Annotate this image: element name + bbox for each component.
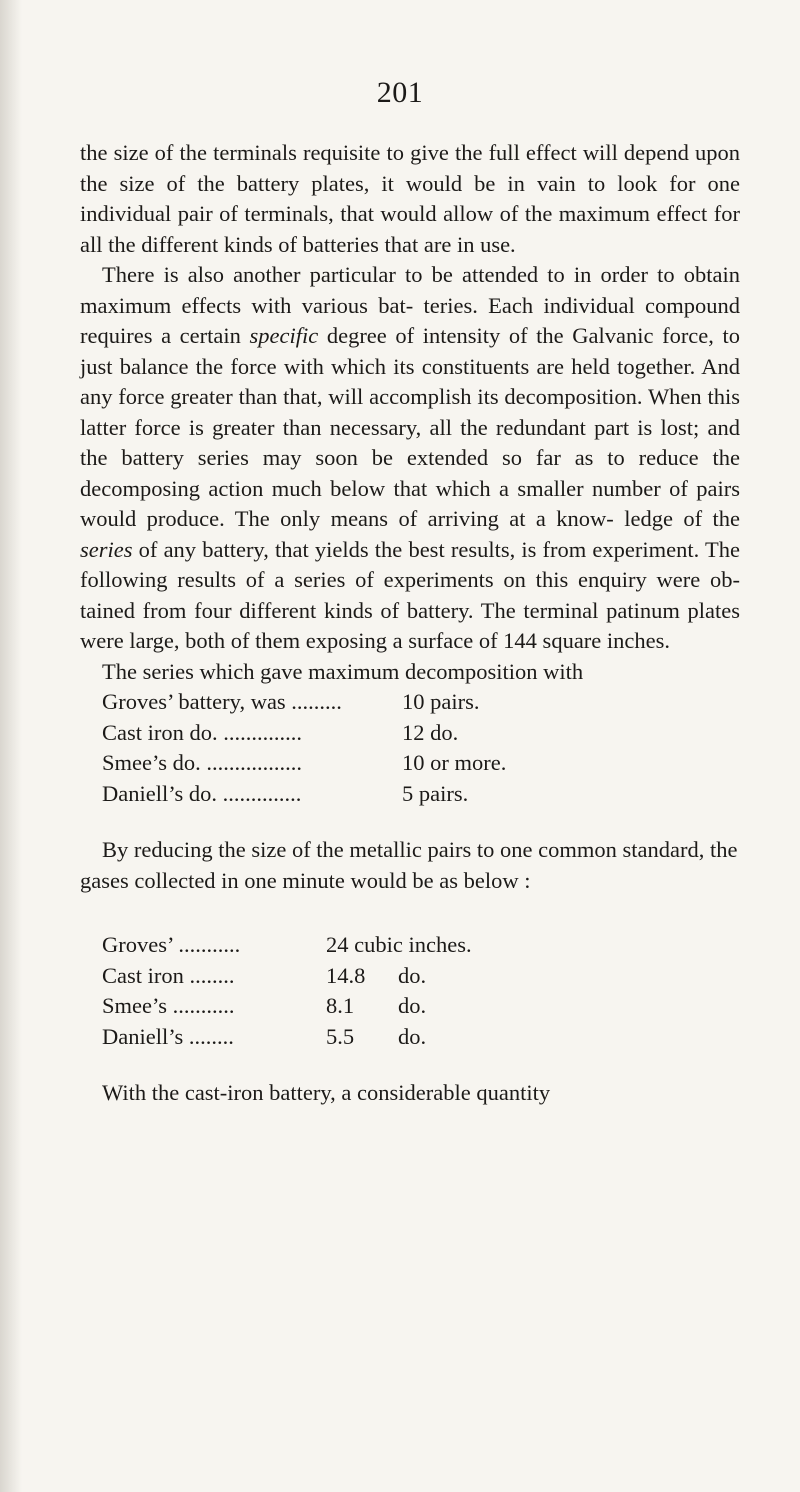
series-value: 10 pairs.	[402, 689, 480, 714]
series-row	[102, 718, 740, 749]
page-edge-shadow	[0, 0, 22, 1492]
series-row	[102, 779, 740, 810]
series-table	[102, 687, 740, 809]
gas-unit: do.	[398, 962, 427, 988]
series-row	[102, 687, 740, 718]
series-value: 10 or more.	[402, 750, 507, 775]
paragraph-2-part-b: degree of intensity of the Galvanic force, to just balance the force with which its constituents are held together. And any force greater than that, will accomplish its decomposition. When this latter force is greater than necessary, all the redundant part is lost; and the battery series may soon be extended so far as to reduce the decomposing action much below that which a smaller number of pairs would produce. The only means of arriving at a know- ledge of the	[80, 323, 741, 531]
gas-unit: do.	[398, 1023, 427, 1049]
series-value: 5 pairs.	[402, 780, 469, 806]
gas-table	[102, 930, 740, 1052]
emphasis-specific: specific	[249, 323, 319, 348]
paragraph-1: the size of the terminals requisite to give the full effect will depend upon the size of the battery plates, it would be in vain to look for one individual pair of terminals, that would allow of the maximum effect for all the different kinds of batteries that are in use.	[80, 140, 740, 257]
gas-label: Smee’s ...........	[102, 993, 235, 1018]
gas-row	[102, 930, 740, 961]
series-label: Daniell’s do. ..............	[102, 780, 302, 806]
paragraph-4: By reducing the size of the metallic pairs to one common standard, the gases collected in one minute would be as below :	[80, 837, 738, 893]
paragraph-2-part-a: There is also another particular to be attended to in order to obtain maximum effects with various bat- teries. Each individual compound requires a certain	[80, 262, 740, 348]
gas-value: 14.8	[326, 962, 366, 988]
paragraph-2	[80, 260, 740, 657]
spacer	[80, 896, 740, 930]
gas-label: Cast iron ........	[102, 962, 235, 988]
gas-label: Groves’ ...........	[102, 932, 241, 957]
series-label: Groves’ battery, was .........	[102, 689, 342, 714]
gas-value: 5.5	[326, 1023, 355, 1049]
page-number: 201	[376, 76, 424, 109]
page-body	[80, 138, 740, 1109]
series-label: Smee’s do. .................	[102, 750, 302, 775]
emphasis-series: series	[80, 536, 133, 562]
gas-row	[102, 991, 740, 1022]
gas-value: 24 cubic inches.	[326, 932, 472, 957]
series-value: 12 do.	[402, 719, 459, 745]
gas-unit: do.	[398, 993, 427, 1018]
paragraph-2-part-c: of any battery, that yields the best results, is from experiment. The following results of a series of experiments on this enquiry were ob- tained from four different kinds of battery. The terminal patinum plates were large, both of them exposing a surface of 144 square inches.	[80, 536, 740, 653]
series-label: Cast iron do. ..............	[102, 719, 302, 745]
spacer	[80, 1052, 740, 1078]
gas-label: Daniell’s ........	[102, 1023, 234, 1049]
series-row	[102, 748, 740, 779]
gas-value: 8.1	[326, 993, 355, 1018]
paragraph-5: With the cast-iron battery, a considerable quantity	[102, 1080, 551, 1105]
gas-row	[102, 961, 740, 992]
spacer	[80, 809, 740, 835]
paragraph-3: The series which gave maximum decomposition with	[102, 658, 584, 684]
gas-row	[102, 1022, 740, 1053]
